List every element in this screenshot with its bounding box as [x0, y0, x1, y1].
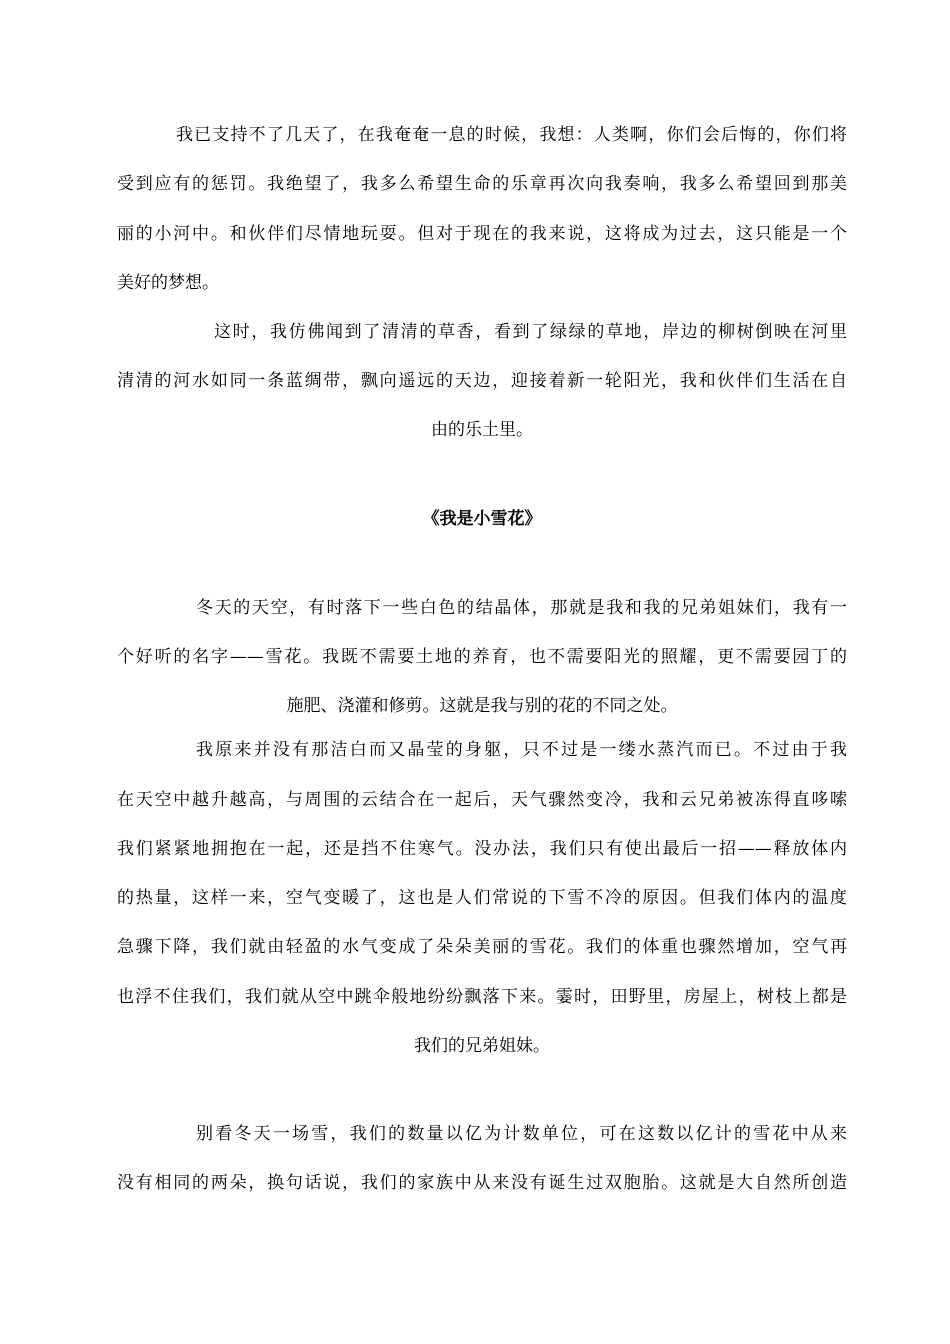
- paragraph-line: 的热量，这样一来，空气变暖了，这也是人们常说的下雪不冷的原因。但我们体内的温度: [117, 888, 847, 908]
- paragraph-line: 没有相同的两朵，换句话说，我们的家族中从来没有诞生过双胞胎。这就是大自然所创造: [117, 1173, 847, 1193]
- paragraph-line: 个好听的名字——雪花。我既不需要土地的养育，也不需要阳光的照耀，更不需要园丁的: [117, 647, 847, 667]
- paragraph-line: 也浮不住我们，我们就从空中跳伞般地纷纷飘落下来。霎时，田野里，房屋上，树枝上都是: [117, 987, 847, 1007]
- paragraph-line: 我已支持不了几天了，在我奄奄一息的时候，我想：人类啊，你们会后悔的，你们将: [176, 125, 847, 145]
- paragraph-line: 冬天的天空，有时落下一些白色的结晶体，那就是我和我的兄弟姐妹们，我有一: [196, 598, 847, 618]
- story-title: 《我是小雪花》: [422, 509, 542, 529]
- paragraph-line: 我们的兄弟姐妹。: [414, 1036, 550, 1056]
- paragraph-line: 美好的梦想。: [117, 273, 219, 293]
- paragraph-line: 我们紧紧地拥抱在一起，还是挡不住寒气。没办法，我们只有使出最后一招——释放体内: [117, 839, 847, 859]
- paragraph-line: 这时，我仿佛闻到了清清的草香，看到了绿绿的草地，岸边的柳树倒映在河里: [214, 322, 847, 342]
- paragraph-line: 受到应有的惩罚。我绝望了，我多么希望生命的乐章再次向我奏响，我多么希望回到那美: [117, 174, 847, 194]
- paragraph-line: 由的乐土里。: [431, 420, 533, 440]
- paragraph-line: 我原来并没有那洁白而又晶莹的身躯，只不过是一缕水蒸汽而已。不过由于我: [196, 740, 847, 760]
- paragraph-line: 在天空中越升越高，与周围的云结合在一起后，天气骤然变冷，我和云兄弟被冻得直哆嗦: [117, 790, 847, 810]
- paragraph-line: 施肥、浇灌和修剪。这就是我与别的花的不同之处。: [286, 696, 678, 716]
- paragraph-line: 别看冬天一场雪，我们的数量以亿为计数单位，可在这数以亿计的雪花中从来: [196, 1124, 847, 1144]
- paragraph-line: 清清的河水如同一条蓝绸带，飘向遥远的天边，迎接着新一轮阳光，我和伙伴们生活在自: [117, 371, 847, 391]
- paragraph-line: 急骤下降，我们就由轻盈的水气变成了朵朵美丽的雪花。我们的体重也骤然增加，空气再: [117, 937, 847, 957]
- paragraph-line: 丽的小河中。和伙伴们尽情地玩耍。但对于现在的我来说，这将成为过去，这只能是一个: [117, 224, 847, 244]
